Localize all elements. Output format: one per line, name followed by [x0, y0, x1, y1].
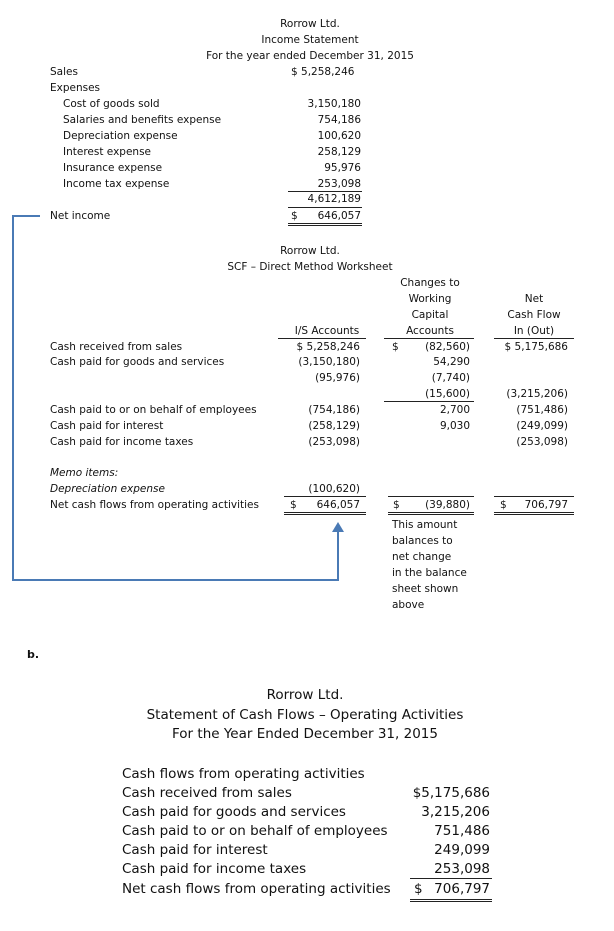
- wc-total-double-underline: [388, 512, 474, 515]
- row-is-value: (754,186): [308, 404, 360, 416]
- net-ops-wc-dollar: $: [393, 499, 400, 511]
- row-net-value: $ 5,175,686: [504, 341, 568, 353]
- sales-label: Sales: [50, 66, 78, 78]
- note-line: balances to: [392, 535, 453, 547]
- depreciation-label: Depreciation expense: [50, 483, 165, 495]
- income-company: Rorrow Ltd.: [280, 18, 340, 30]
- scf-item-label: Cash received from sales: [122, 785, 292, 801]
- expense-label: Interest expense: [63, 146, 151, 158]
- col-header-line: Working: [408, 293, 452, 305]
- row-wc-value: (7,740): [431, 372, 470, 384]
- worksheet-title: SCF – Direct Method Worksheet: [227, 261, 393, 273]
- is-total-underline: [284, 496, 366, 497]
- total-underline: [288, 207, 362, 208]
- col-header-underline: [494, 338, 574, 339]
- row-wc-dollar: $: [392, 341, 399, 353]
- row-label: Cash paid for goods and services: [50, 356, 225, 368]
- row-net-value: (253,098): [516, 436, 568, 448]
- net-income-label: Net income: [50, 210, 111, 222]
- row-wc-value: 2,700: [439, 404, 470, 416]
- wc-total-underline: [388, 496, 474, 497]
- row-label: Cash paid for income taxes: [50, 436, 194, 448]
- row-label: Cash paid to or on behalf of employees: [50, 404, 257, 416]
- scf-item-label: Cash paid for goods and services: [122, 804, 346, 820]
- scf-item-label: Cash paid for interest: [122, 842, 268, 858]
- col-header-underline: [384, 338, 474, 339]
- note-line: in the balance: [392, 567, 467, 579]
- expense-value: 258,129: [317, 146, 361, 158]
- row-net-value: (751,486): [516, 404, 568, 416]
- col-header-line: Net: [524, 293, 544, 305]
- expense-label: Cost of goods sold: [63, 98, 160, 110]
- wc-subtotal-underline: [384, 401, 474, 402]
- note-line: net change: [392, 551, 452, 563]
- row-label: Cash paid for interest: [50, 420, 164, 432]
- expense-label: Insurance expense: [63, 162, 163, 174]
- col-header-line: Cash Flow: [507, 309, 561, 321]
- scf-item-value: $5,175,686: [412, 785, 490, 801]
- expense-value: 3,150,180: [307, 98, 361, 110]
- connector-arrowhead-icon: [332, 522, 344, 532]
- col-header-line: Accounts: [406, 325, 454, 337]
- scf-item-label: Cash paid for income taxes: [122, 861, 307, 877]
- scf-total-value: 706,797: [434, 881, 490, 897]
- scf-item-value: 3,215,206: [421, 804, 490, 820]
- net-ops-net-dollar: $: [500, 499, 507, 511]
- scf-item-value: 249,099: [434, 842, 490, 858]
- scf-item-label: Cash paid to or on behalf of employees: [122, 823, 388, 839]
- expense-value: 100,620: [317, 130, 361, 142]
- memo-label: Memo items:: [50, 467, 119, 479]
- col-header-underline: [278, 338, 366, 339]
- scf-heading: Cash flows from operating activities: [122, 766, 365, 782]
- net-income-dollar: $: [291, 210, 298, 222]
- row-is-value: (95,976): [315, 372, 360, 384]
- expense-value: 253,098: [317, 178, 361, 190]
- note-line: above: [392, 599, 425, 611]
- scf-total-dollar: $: [414, 881, 423, 897]
- col-header-line: Capital: [411, 309, 449, 321]
- is-total-double-underline: [284, 512, 366, 515]
- expense-value: 754,186: [317, 114, 361, 126]
- expense-label: Income tax expense: [63, 178, 170, 190]
- scf-item-value: 751,486: [434, 823, 490, 839]
- row-is-value: (3,150,180): [298, 356, 360, 368]
- net-ops-label: Net cash flows from operating activities: [50, 499, 259, 511]
- scf-title: Statement of Cash Flows – Operating Activities: [146, 707, 464, 723]
- connector-up-line: [337, 530, 339, 581]
- income-title: Income Statement: [261, 34, 359, 46]
- connector-left-line: [12, 215, 14, 581]
- net-total-underline: [494, 496, 574, 497]
- total-expenses: 4,612,189: [307, 193, 361, 205]
- sales-value: $ 5,258,246: [291, 66, 355, 78]
- row-wc-value: (82,560): [425, 341, 470, 353]
- row-wc-value: 54,290: [433, 356, 470, 368]
- expense-label: Depreciation expense: [63, 130, 178, 142]
- scf-company: Rorrow Ltd.: [266, 687, 344, 703]
- depreciation-value: (100,620): [308, 483, 360, 495]
- net-total-double-underline: [494, 512, 574, 515]
- net-ops-is-value: 646,057: [316, 499, 360, 511]
- note-line: This amount: [392, 519, 458, 531]
- worksheet-company: Rorrow Ltd.: [280, 245, 340, 257]
- scf-period: For the Year Ended December 31, 2015: [172, 726, 438, 742]
- row-is-value: (258,129): [308, 420, 360, 432]
- expense-label: Salaries and benefits expense: [63, 114, 222, 126]
- income-period: For the year ended December 31, 2015: [206, 50, 414, 62]
- note-line: sheet shown: [392, 583, 459, 595]
- part-b-label: b.: [27, 648, 40, 661]
- row-net-value: (249,099): [516, 420, 568, 432]
- connector-bottom-line: [12, 579, 339, 581]
- col-header-is: I/S Accounts: [294, 325, 360, 337]
- row-is-value: (253,098): [308, 436, 360, 448]
- scf-total-underline: [410, 878, 492, 879]
- net-income-double-underline: [288, 223, 362, 226]
- scf-total-label: Net cash flows from operating activities: [122, 881, 391, 897]
- row-is-value: $ 5,258,246: [296, 341, 360, 353]
- expenses-label: Expenses: [50, 82, 101, 94]
- net-ops-is-dollar: $: [290, 499, 297, 511]
- net-ops-wc-value: (39,880): [425, 499, 470, 511]
- row-wc-value: 9,030: [439, 420, 470, 432]
- col-header-line: In (Out): [513, 325, 555, 337]
- net-ops-net-value: 706,797: [524, 499, 568, 511]
- col-header-line: Changes to: [400, 277, 460, 289]
- connector-top-line: [12, 215, 40, 217]
- row-net-value: (3,215,206): [506, 388, 568, 400]
- scf-total-double-underline: [410, 899, 492, 902]
- expense-value: 95,976: [324, 162, 361, 174]
- net-income-value: 646,057: [317, 210, 361, 222]
- row-wc-value: (15,600): [425, 388, 470, 400]
- scf-item-value: 253,098: [434, 861, 490, 877]
- row-label: Cash received from sales: [50, 341, 183, 353]
